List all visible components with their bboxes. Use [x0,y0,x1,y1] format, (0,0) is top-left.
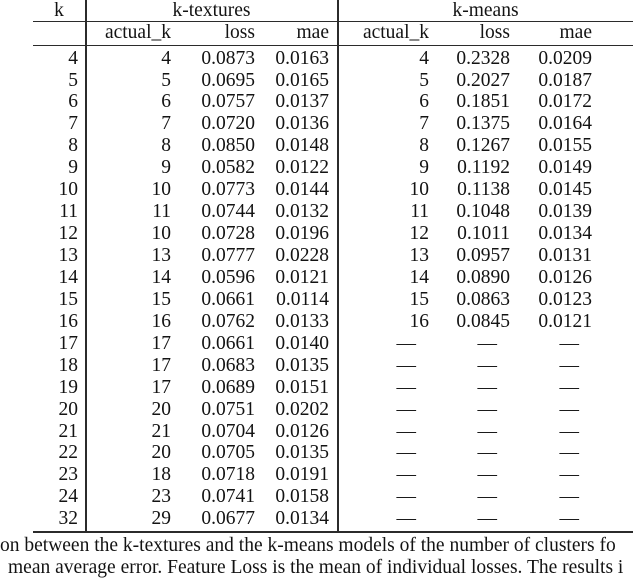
cell-km-actual-k: 7 [419,113,429,135]
table-row [33,442,640,464]
table-body [0,48,640,531]
cell-km-mae: 0.0209 [538,47,592,69]
cell-kt-actual-k: 17 [151,376,171,398]
cell-k: 12 [58,223,78,245]
table-row [33,179,640,201]
cell-km-actual-k: 14 [409,266,429,288]
empty-cell-dash: — [559,354,579,376]
table-row [33,91,640,113]
group-header-k-textures: k-textures [172,0,251,21]
cell-kt-mae: 0.0191 [275,464,329,486]
empty-cell-dash: — [396,464,416,486]
group-header-k-means: k-means [452,0,519,21]
empty-cell-dash: — [477,398,497,420]
cell-kt-mae: 0.0135 [275,442,329,464]
cell-kt-loss: 0.0582 [201,157,255,179]
cell-k: 11 [59,201,78,223]
empty-cell-dash: — [396,486,416,508]
table-row [33,245,640,267]
cell-kt-loss: 0.0757 [201,91,255,113]
cell-kt-loss: 0.0728 [201,223,255,245]
cell-kt-loss: 0.0661 [201,288,255,310]
cell-km-loss: 0.0863 [456,288,510,310]
empty-cell-dash: — [559,486,579,508]
cell-k: 20 [58,398,78,420]
cell-km-mae: 0.0131 [538,245,592,267]
cell-km-loss: 0.0845 [456,310,510,332]
cell-kt-loss: 0.0751 [201,398,255,420]
table-row [33,464,640,486]
cell-kt-actual-k: 9 [161,157,171,179]
cell-kt-mae: 0.0126 [275,420,329,442]
empty-cell-dash: — [477,420,497,442]
empty-cell-dash: — [396,354,416,376]
empty-cell-dash: — [396,508,416,530]
subheader-blank [33,22,78,44]
cell-kt-actual-k: 7 [161,113,171,135]
cell-km-loss: 0.1375 [456,113,510,135]
cell-k: 22 [58,442,78,464]
empty-cell-dash: — [559,442,579,464]
table-row [33,135,640,157]
cell-kt-mae: 0.0122 [275,157,329,179]
cell-km-mae: 0.0123 [538,288,592,310]
cell-k: 6 [68,91,78,113]
table-row [33,157,640,179]
cell-kt-mae: 0.0137 [275,91,329,113]
cell-km-mae: 0.0149 [538,157,592,179]
subheader-kt-loss: loss [224,22,255,43]
cell-kt-actual-k: 20 [151,442,171,464]
cell-km-loss: 0.0957 [456,245,510,267]
cell-km-loss: 0.0890 [456,266,510,288]
cell-kt-actual-k: 21 [151,420,171,442]
cell-km-actual-k: 4 [419,47,429,69]
cell-k: 14 [58,266,78,288]
cell-k: 5 [68,69,78,91]
empty-cell-dash: — [559,508,579,530]
cell-kt-loss: 0.0762 [201,310,255,332]
figure-caption [0,535,640,578]
cell-km-mae: 0.0145 [538,179,592,201]
empty-cell-dash: — [396,420,416,442]
cell-km-actual-k: 12 [409,223,429,245]
cell-kt-actual-k: 11 [152,201,171,223]
table-row [33,377,640,399]
cell-kt-actual-k: 14 [151,266,171,288]
empty-cell-dash: — [477,354,497,376]
cell-kt-mae: 0.0158 [275,486,329,508]
cell-km-loss: 0.2027 [456,69,510,91]
cell-kt-loss: 0.0695 [201,69,255,91]
column-header-k: k [54,0,64,21]
caption-line-2: mean average error. Feature Loss is the mean of individual losses. The results i [8,556,624,578]
cell-km-mae: 0.0155 [538,135,592,157]
cell-k: 23 [58,464,78,486]
table-header-row [0,0,640,21]
cell-kt-loss: 0.0661 [201,332,255,354]
empty-cell-dash: — [396,442,416,464]
cell-k: 13 [58,245,78,267]
cell-kt-loss: 0.0677 [201,508,255,530]
cell-kt-loss: 0.0596 [201,266,255,288]
empty-cell-dash: — [477,442,497,464]
subheader-km-actual-k: actual_k [362,22,429,43]
cell-km-actual-k: 6 [419,91,429,113]
cell-kt-actual-k: 4 [161,47,171,69]
empty-cell-dash: — [559,398,579,420]
empty-cell-dash: — [477,464,497,486]
cell-kt-mae: 0.0196 [275,223,329,245]
empty-cell-dash: — [559,464,579,486]
cell-kt-loss: 0.0873 [201,47,255,69]
subheader-km-loss: loss [479,22,510,43]
caption-line-1: on between the k-textures and the k-means models of the number of clusters fo [0,535,616,556]
empty-cell-dash: — [559,420,579,442]
cell-k: 21 [58,420,78,442]
subheader-kt-mae: mae [296,22,329,43]
cell-kt-mae: 0.0121 [275,266,329,288]
subheader-km-mae: mae [559,22,592,43]
cell-kt-actual-k: 17 [151,354,171,376]
empty-cell-dash: — [477,332,497,354]
table-subheader-row [33,22,640,44]
cell-km-actual-k: 8 [419,135,429,157]
cell-km-loss: 0.1011 [457,223,510,245]
cell-kt-mae: 0.0133 [275,310,329,332]
cell-km-loss: 0.1192 [457,157,510,179]
empty-cell-dash: — [477,508,497,530]
cell-kt-loss: 0.0741 [201,486,255,508]
cell-kt-loss: 0.0689 [201,376,255,398]
cell-km-actual-k: 10 [409,179,429,201]
cell-kt-mae: 0.0228 [275,245,329,267]
cell-km-loss: 0.1138 [457,179,510,201]
cell-kt-actual-k: 18 [151,464,171,486]
cell-kt-actual-k: 5 [161,69,171,91]
cell-km-actual-k: 5 [419,69,429,91]
empty-cell-dash: — [396,398,416,420]
table-row [33,113,640,135]
cell-kt-actual-k: 10 [151,223,171,245]
cell-km-mae: 0.0187 [538,69,592,91]
subheader-rule [33,45,633,47]
empty-cell-dash: — [396,332,416,354]
cell-kt-mae: 0.0165 [275,69,329,91]
empty-cell-dash: — [396,376,416,398]
cell-kt-actual-k: 20 [151,398,171,420]
cell-kt-mae: 0.0114 [276,288,329,310]
cell-km-loss: 0.1851 [456,91,510,113]
cell-kt-actual-k: 13 [151,245,171,267]
empty-cell-dash: — [477,376,497,398]
cell-kt-actual-k: 16 [151,310,171,332]
cell-kt-actual-k: 6 [161,91,171,113]
cell-km-loss: 0.1048 [456,201,510,223]
table-row [33,399,640,421]
cell-kt-mae: 0.0202 [275,398,329,420]
cell-kt-loss: 0.0777 [201,245,255,267]
cell-kt-mae: 0.0144 [275,179,329,201]
cell-kt-loss: 0.0704 [201,420,255,442]
table-row [33,201,640,223]
cell-kt-actual-k: 23 [151,486,171,508]
cell-kt-actual-k: 17 [151,332,171,354]
cell-k: 16 [58,310,78,332]
cell-kt-loss: 0.0683 [201,354,255,376]
cell-km-actual-k: 9 [419,157,429,179]
table-row [33,311,640,333]
table-row [33,267,640,289]
cell-km-loss: 0.1267 [456,135,510,157]
table-row [33,421,640,443]
cell-km-mae: 0.0134 [538,223,592,245]
empty-cell-dash: — [477,486,497,508]
cell-k: 24 [58,486,78,508]
cell-kt-mae: 0.0148 [275,135,329,157]
subheader-kt-actual-k: actual_k [104,22,171,43]
table-row [33,48,640,70]
cell-km-actual-k: 16 [409,310,429,332]
cell-kt-loss: 0.0705 [201,442,255,464]
cell-km-loss: 0.2328 [456,47,510,69]
cell-kt-actual-k: 29 [151,508,171,530]
empty-cell-dash: — [559,332,579,354]
cell-kt-loss: 0.0850 [201,135,255,157]
cell-km-mae: 0.0164 [538,113,592,135]
cell-k: 4 [68,47,78,69]
cell-km-actual-k: 15 [409,288,429,310]
cell-km-actual-k: 11 [410,201,429,223]
cell-km-mae: 0.0172 [538,91,592,113]
cell-k: 7 [68,113,78,135]
cell-kt-actual-k: 15 [151,288,171,310]
cell-kt-mae: 0.0163 [275,47,329,69]
cell-k: 32 [58,508,78,530]
cell-k: 10 [58,179,78,201]
table-row [33,333,640,355]
cell-kt-actual-k: 10 [151,179,171,201]
cell-km-mae: 0.0121 [538,310,592,332]
table-bottom-rule [33,531,633,533]
cell-kt-loss: 0.0773 [201,179,255,201]
cell-kt-mae: 0.0135 [275,354,329,376]
cell-k: 8 [68,135,78,157]
table-row [33,486,640,508]
cell-k: 19 [58,376,78,398]
cell-km-actual-k: 13 [409,245,429,267]
table-row [33,70,640,92]
cell-kt-actual-k: 8 [161,135,171,157]
cell-k: 15 [58,288,78,310]
cell-k: 17 [58,332,78,354]
table-row [33,223,640,245]
cell-kt-mae: 0.0136 [275,113,329,135]
cell-kt-mae: 0.0151 [275,376,329,398]
cell-kt-loss: 0.0720 [201,113,255,135]
table-row [33,508,640,530]
cell-km-mae: 0.0139 [538,201,592,223]
table-row [33,289,640,311]
cell-kt-mae: 0.0134 [275,508,329,530]
cell-kt-loss: 0.0718 [201,464,255,486]
cell-k: 9 [68,157,78,179]
cell-kt-mae: 0.0140 [275,332,329,354]
cell-k: 18 [58,354,78,376]
table-row [33,355,640,377]
cell-kt-mae: 0.0132 [275,201,329,223]
cell-kt-loss: 0.0744 [201,201,255,223]
empty-cell-dash: — [559,376,579,398]
cell-km-mae: 0.0126 [538,266,592,288]
